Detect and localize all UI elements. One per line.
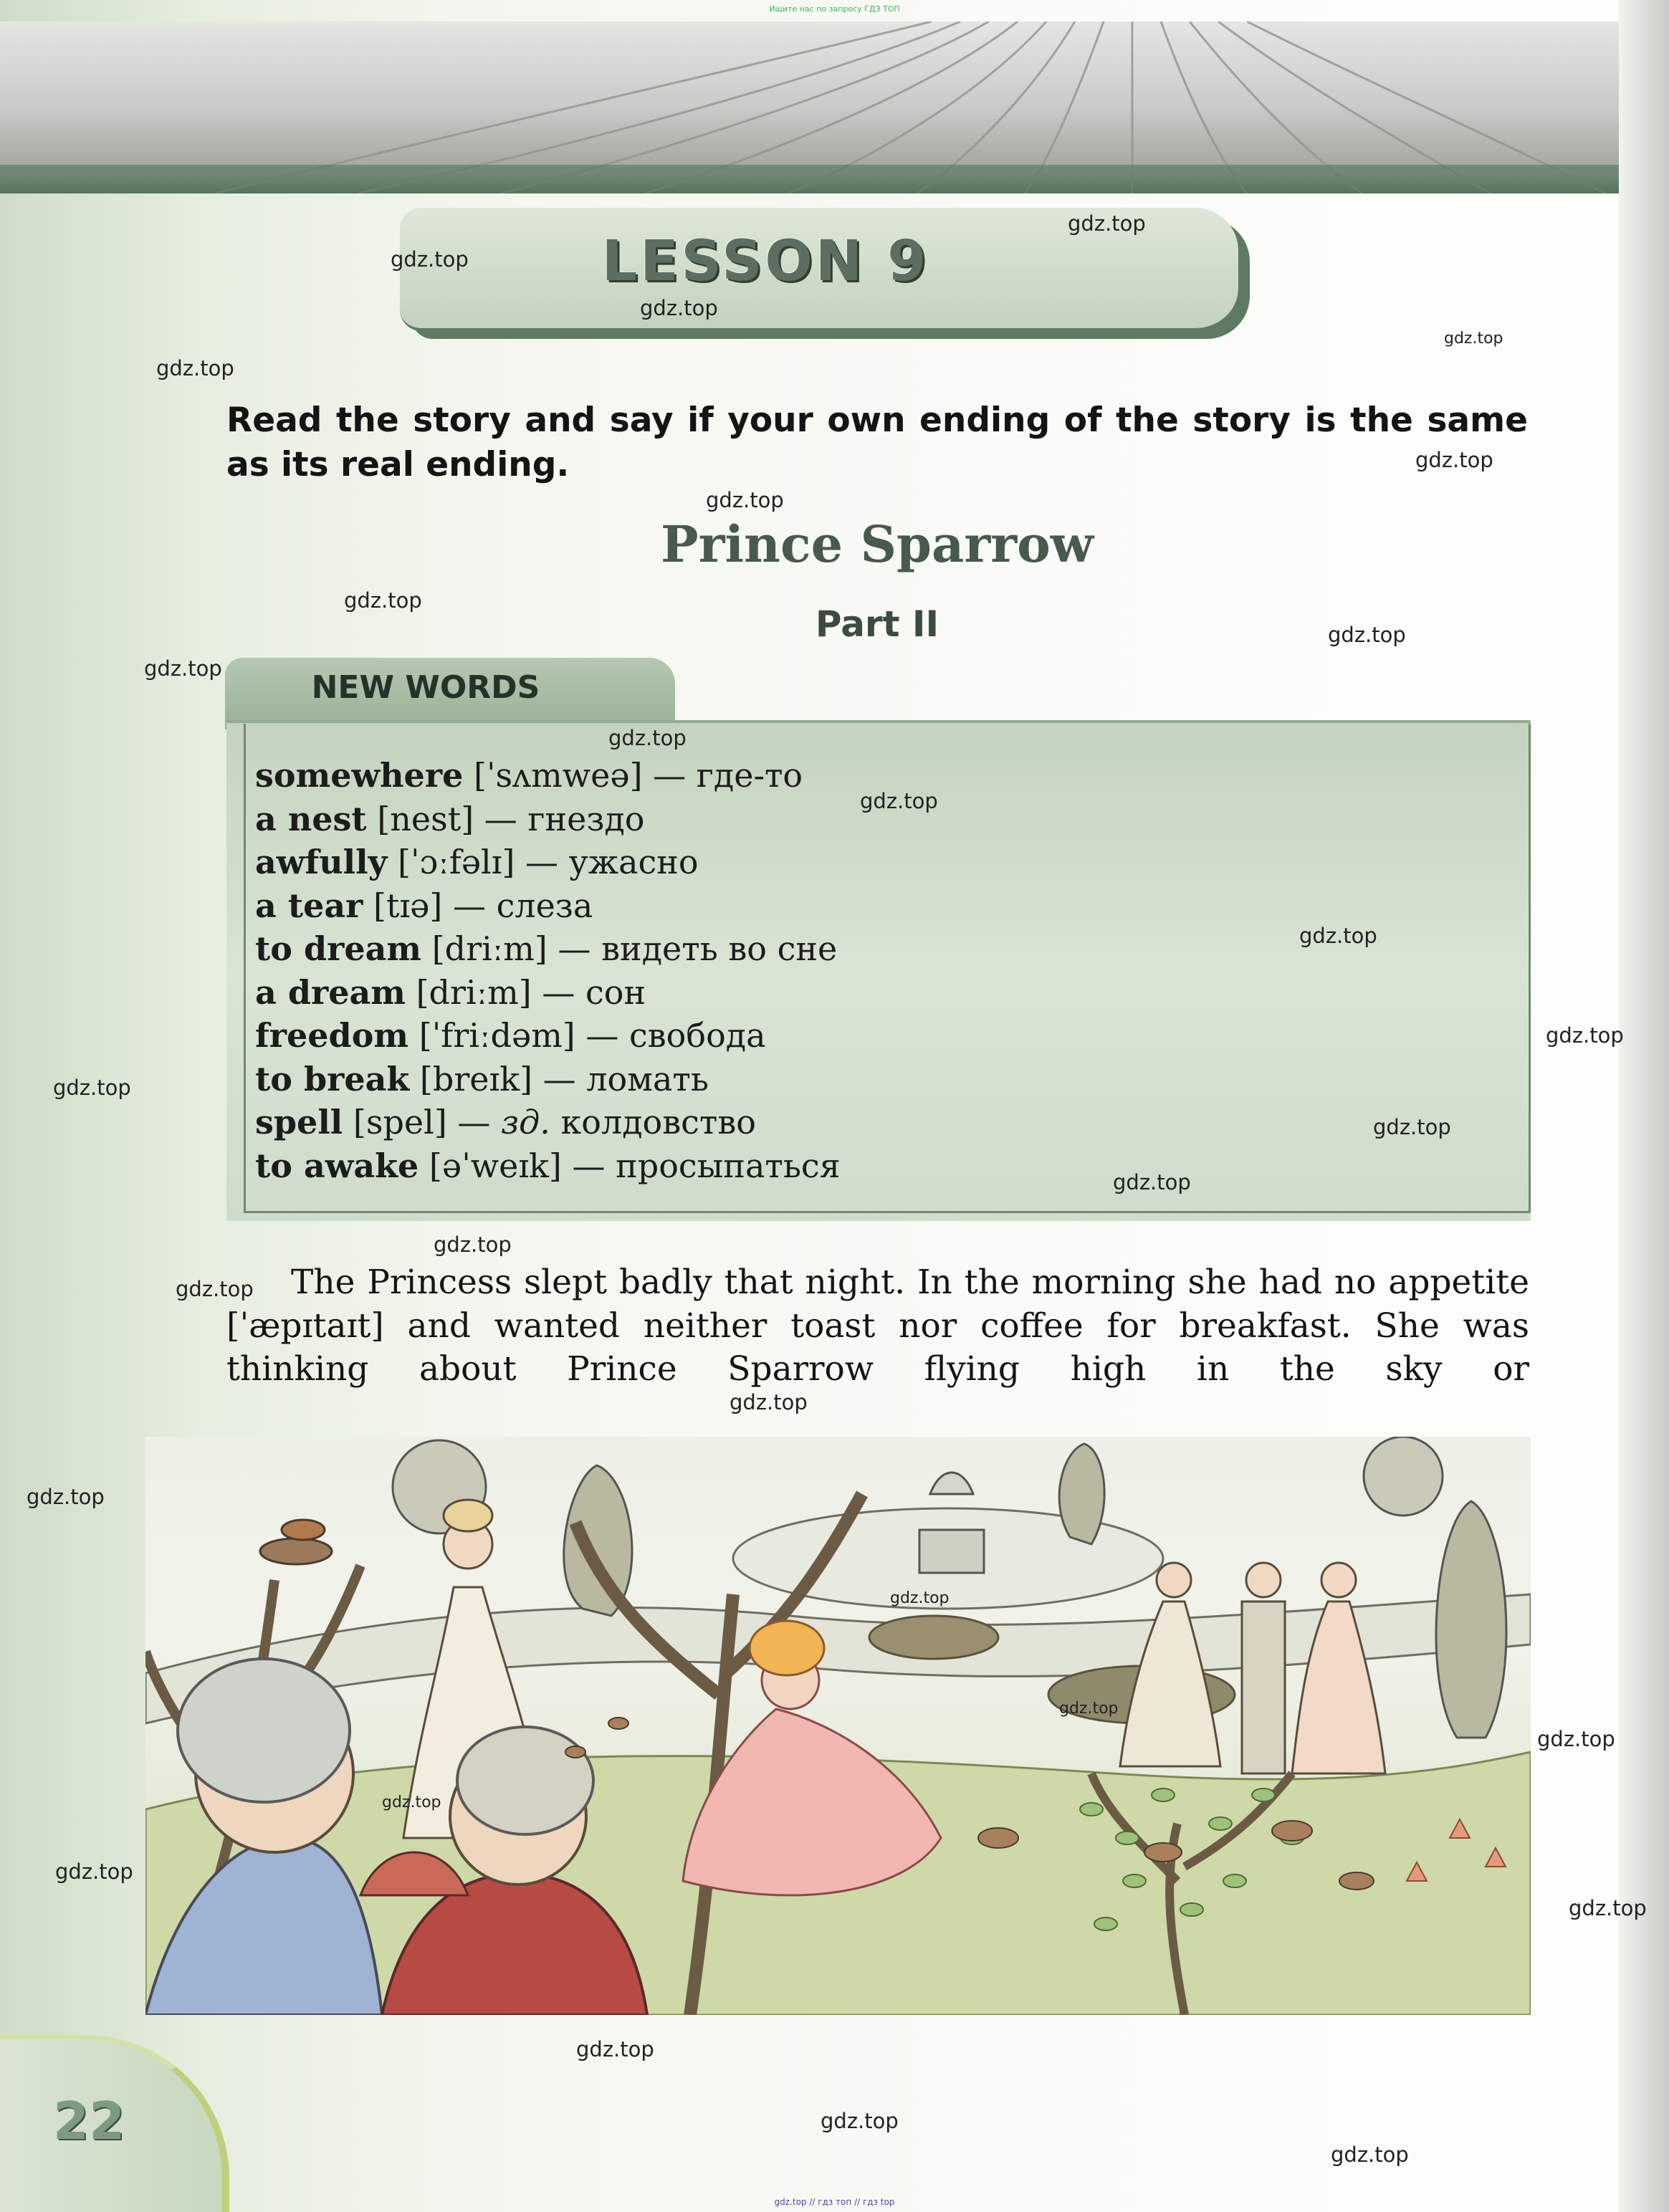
lesson-title: LESSON 9 xyxy=(601,229,929,294)
vocabulary-item: a nest [nest] — гнездо xyxy=(255,799,645,838)
vocabulary-item: a tear [tɪə] — слеза xyxy=(255,886,593,925)
vocabulary-item: somewhere [ˈsʌmweə] — где-то xyxy=(255,756,803,795)
watermark-label: gdz.top xyxy=(27,1485,105,1509)
watermark-label: gdz.top xyxy=(1415,448,1493,472)
watermark-label: gdz.top xyxy=(55,1859,133,1884)
watermark-label: gdz.top xyxy=(1537,1727,1615,1751)
vocabulary-item: to awake [əˈweɪk] — просыпаться xyxy=(255,1146,841,1185)
vocabulary-list xyxy=(255,754,1516,1187)
story-paragraph: The Princess slept badly that night. In the morning she had no appetite [ˈæpɪtaɪt] and wanted neither toast nor coffee for breakfast. She was thinking about Prince Sparrow flying high in the sky or xyxy=(226,1263,1529,1389)
watermark-label: gdz.top xyxy=(344,588,422,613)
watermark-label: gdz.top xyxy=(434,1232,512,1257)
watermark-label: gdz.top xyxy=(640,296,718,320)
story-part: Part II xyxy=(815,603,939,645)
watermark-label: gdz.top xyxy=(1444,330,1503,348)
watermark-label: gdz.top xyxy=(1113,1170,1191,1194)
watermark-label: gdz.top xyxy=(860,789,938,813)
watermark-label: gdz.top xyxy=(608,726,687,750)
watermark-label: gdz.top xyxy=(144,656,222,681)
task-instruction: Read the story and say if your own ending of the story is the same as its real ending. xyxy=(226,401,1528,484)
watermark-label: gdz.top xyxy=(391,247,469,272)
bottom-note: gdz.top // гдз топ // гдз top xyxy=(774,2197,895,2207)
page-edge xyxy=(1619,0,1669,2212)
watermark-label: gdz.top xyxy=(706,488,784,512)
top-note: Ищите нас по запросу ГДЗ ТОП xyxy=(769,4,900,14)
watermark-label: gdz.top xyxy=(1331,2142,1409,2167)
watermark-label: gdz.top xyxy=(730,1390,808,1414)
open-book-photo xyxy=(0,21,1620,193)
watermark-label: gdz.top xyxy=(176,1277,254,1301)
watermark-label: gdz.top xyxy=(53,1076,131,1100)
watermark-label: gdz.top xyxy=(1068,211,1146,236)
new-words-label: NEW WORDS xyxy=(311,669,540,706)
vocabulary-item: freedom [ˈfriːdəm] — свобода xyxy=(255,1016,766,1055)
watermark-label: gdz.top xyxy=(1373,1115,1451,1139)
watermark-label: gdz.top xyxy=(382,1794,441,1811)
page-number: 22 xyxy=(53,2091,125,2151)
watermark-label: gdz.top xyxy=(1328,623,1406,647)
vocabulary-item: awfully [ˈɔːfəlɪ] — ужасно xyxy=(255,843,699,881)
watermark-label: gdz.top xyxy=(576,2037,654,2062)
watermark-label: gdz.top xyxy=(1546,1023,1624,1048)
garden-illustration xyxy=(145,1437,1531,2015)
vocabulary-item: a dream [driːm] — сон xyxy=(255,972,646,1012)
watermark-label: gdz.top xyxy=(1059,1700,1119,1718)
watermark-label: gdz.top xyxy=(1299,924,1377,948)
story-title: Prince Sparrow xyxy=(660,514,1094,574)
vocabulary-item: to dream [driːm] — видеть во сне xyxy=(255,929,838,968)
vocabulary-item: spell [spel] — зд. колдовство xyxy=(255,1103,756,1141)
watermark-label: gdz.top xyxy=(156,356,234,380)
watermark-label: gdz.top xyxy=(890,1589,950,1607)
watermark-label: gdz.top xyxy=(1569,1896,1647,1920)
vocabulary-item: to break [breɪk] — ломать xyxy=(255,1059,709,1098)
watermark-label: gdz.top xyxy=(821,2109,899,2133)
